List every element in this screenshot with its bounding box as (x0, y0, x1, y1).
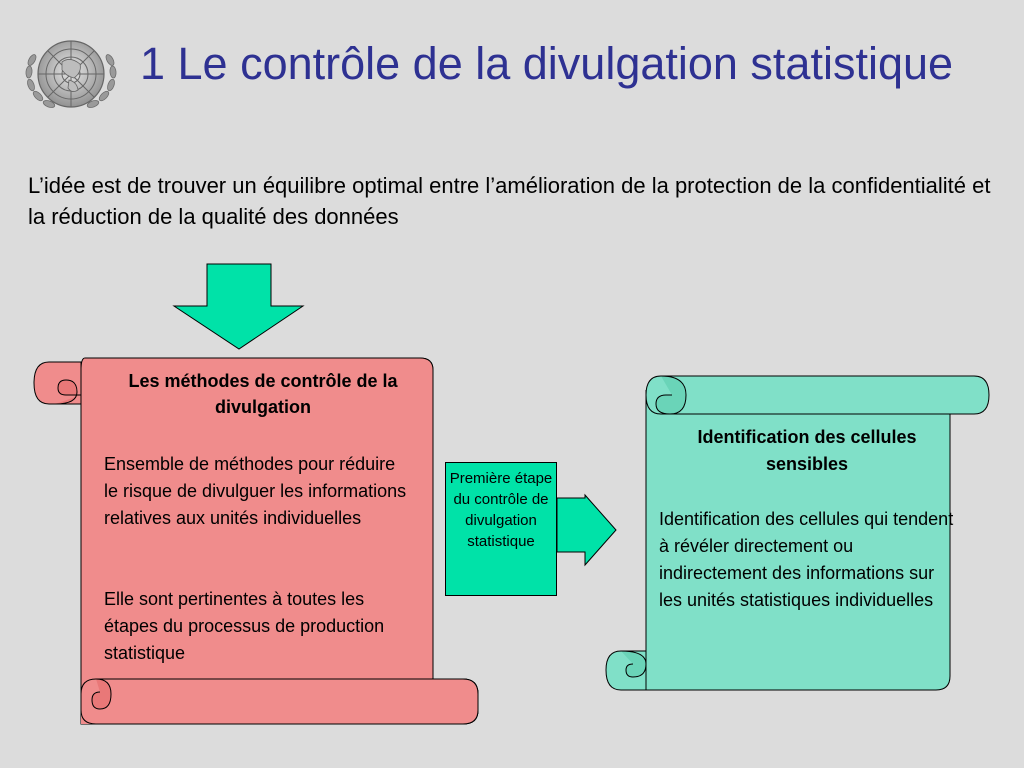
down-arrow-icon (174, 264, 303, 349)
left-scroll-paragraph-2: Elle sont pertinentes à toutes les étapes du processus de production statistique (104, 589, 385, 663)
left-scroll-title: Les méthodes de contrôle de la divulgation (128, 371, 398, 417)
intro-text: L’idée est de trouver un équilibre optimal entre l’amélioration de la protection de la confidentialité et la réduction de la qualité des données (28, 173, 991, 229)
slide-title: 1 Le contrôle de la divulgation statistique (140, 38, 954, 89)
left-scroll-paragraph-1: Ensemble de méthodes pour réduire le risque de divulguer les informations relatives aux unités individuelles (104, 454, 407, 528)
right-scroll-title: Identification des cellules sensibles (697, 427, 917, 474)
right-scroll-paragraph: Identification des cellules qui tendent à révéler directement ou indirectement des informations sur les unités statistiques individuelles (659, 509, 954, 610)
step-label-box: Première étape du contrôle de divulgation statistique (445, 462, 557, 596)
right-arrow-icon (557, 495, 616, 565)
